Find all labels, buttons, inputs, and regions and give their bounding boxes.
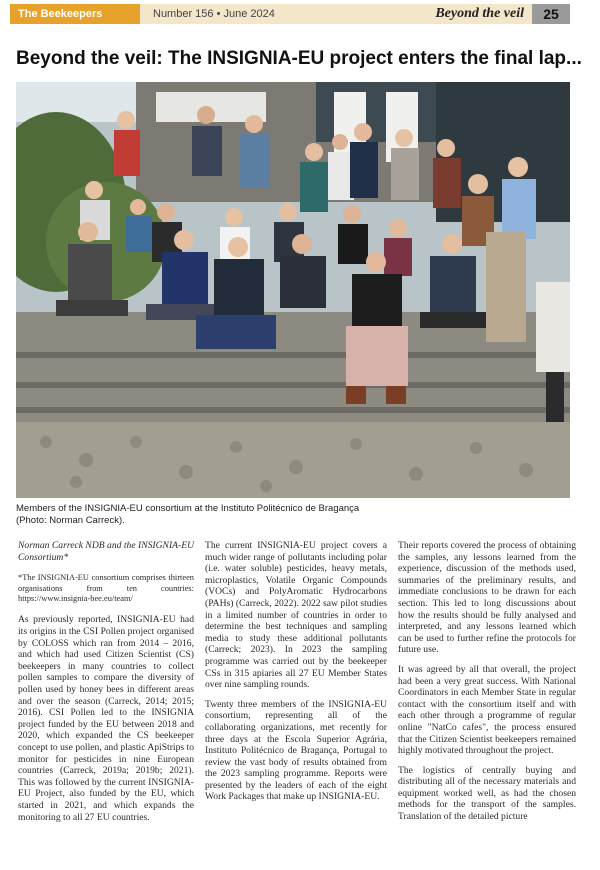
group-photo (16, 82, 570, 498)
author-byline: Norman Carreck NDB and the INSIGNIA-EU Consortium* (18, 540, 194, 563)
caption-line-1: Members of the INSIGNIA-EU consortium at the Instituto Politécnico de Bragança (16, 503, 360, 514)
paragraph: It was agreed by all that overall, the project had been a very great success. With National Coordinators in each Member State in regular contact with the consortium itself and with each other through a programme of regular online "NatCo cafes", the process ensured that the Citizen Scientist beekeepers remained highly motivated throughout the project. (398, 663, 576, 757)
page-number: 25 (532, 4, 570, 24)
section-name: Beyond the veil (435, 6, 524, 21)
issue-info: Number 156 • June 2024 (153, 8, 275, 20)
paragraph: Their reports covered the process of obtaining the samples, any lessons learned from the experience, discussion of the methods used, summaries of the preliminary results, and immediate conclusions to be drawn for each section. This led to long discussions about how the results should be fully analysed and interpreted, and any lessons learned which can be used to further refine the protocols for future use. (398, 540, 576, 656)
consortium-footnote: *The INSIGNIA-EU consortium comprises thirteen organisations from ten countries: https://www.insignia-bee.eu/team/ (18, 573, 194, 603)
column-1 (18, 540, 194, 831)
paragraph: The current INSIGNIA-EU project covers a much wider range of pollutants including polar (i.e. water soluble) pesticides, heavy metals, microplastics, Volatile Organic Compounds (VOCs) and PolyAromatic Hydrocarbons (PAHs) (Carreck, 2022). 2022 saw pilot studies in a limited number of countries in order to determine the best techniques and sampling media to study these additional pollutants (Carreck; 2023). In 2023 the sampling programme was carried out by the beekeeper CSs in 315 apiaries all 27 EU Member States over nine sampling rounds. (205, 540, 387, 691)
page-header (10, 4, 570, 40)
paragraph: Twenty three members of the INSIGNIA-EU consortium, representing all of the collaborating organizations, met recently for three days at the Escola Superior Agrária, Instituto Politécnico de Bragança, Portugal to review the vast body of results obtained from the 2023 sampling programme. Reports were presented by the leaders of each of the eight Work Packages that make up INSIGNIA-EU. (205, 698, 387, 803)
paragraph: The logistics of centrally buying and distributing all of the necessary materials and equipment worked well, as had the chosen methods for the transport of the samples. Translation of the detailed picture (398, 764, 576, 823)
article-title: Beyond the veil: The INSIGNIA-EU project enters the final lap... (16, 48, 582, 69)
caption-line-2: (Photo: Norman Carreck). (16, 515, 125, 526)
photo-caption (16, 503, 570, 527)
column-2 (205, 540, 387, 811)
journal-name: The Beekeepers Quarterly (10, 4, 140, 24)
paragraph: As previously reported, INSIGNIA-EU had its origins in the CSI Pollen project organised by COLOSS which ran from 2014 – 2016, and which had used Citizen Scientist (CS) beekeepers in many countries to collect pollen samples to compare the diversity of pollen used by honey bees in different areas and over the season (Carreck, 2014; 2015; 2016). CSI Pollen led to the INSIGNIA project funded by the EU between 2018 and 2020, which expanded the CS beekeeper concept to use pollen, and plastic ApiStrips to monitor for pesticides in nine European countries (Carreck, 2019a; 2019b; 2021). This was followed by the current INSIGNIA-EU Project, also funded by the EU, which started in 2021, and which expands the monitoring to all 27 EU countries. (18, 614, 194, 823)
column-3 (398, 540, 576, 831)
